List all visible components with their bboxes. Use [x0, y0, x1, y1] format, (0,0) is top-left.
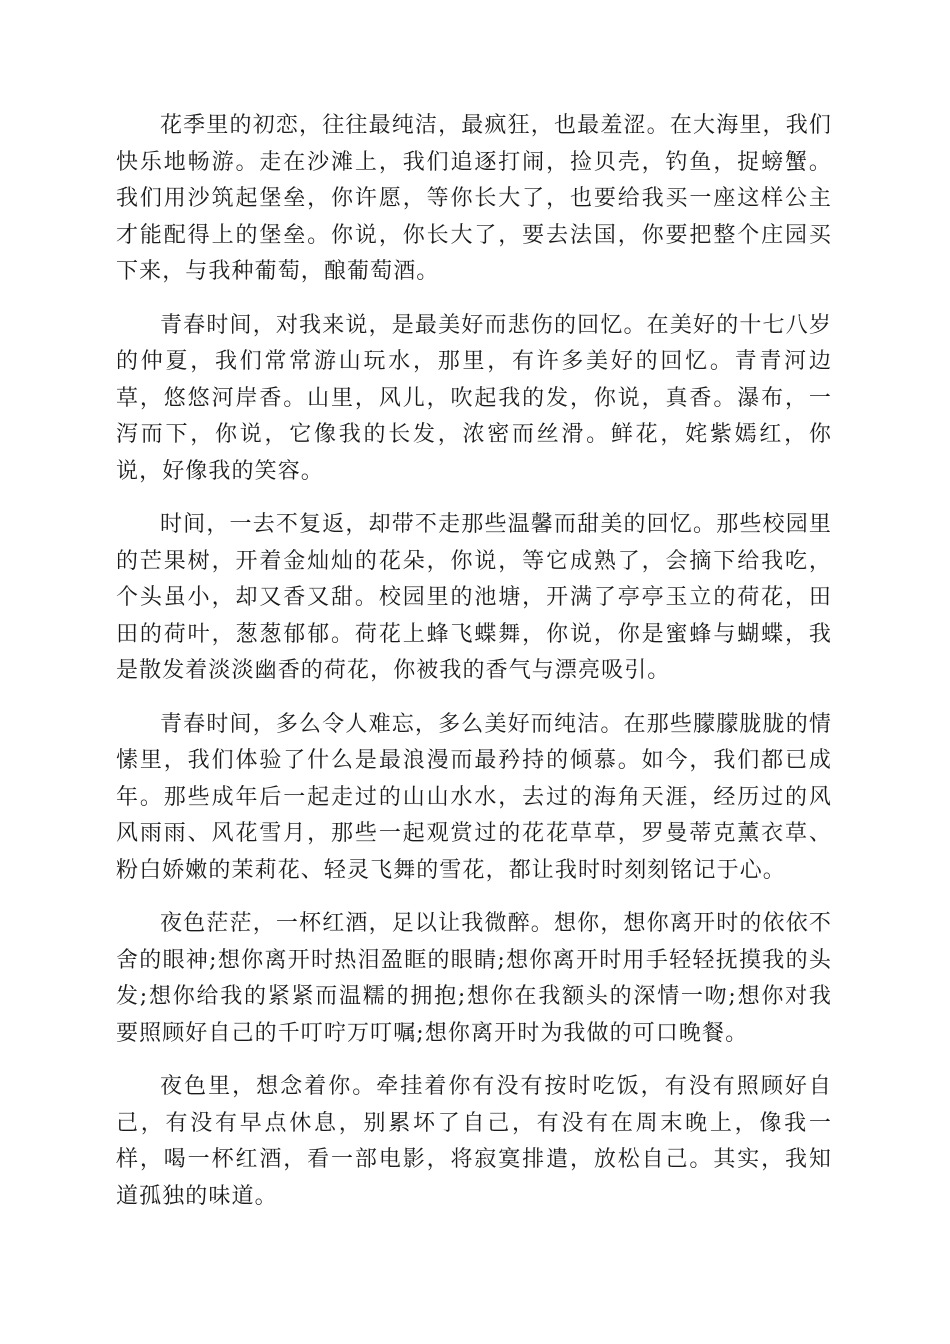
paragraph-first-love: 花季里的初恋，往往最纯洁，最疯狂，也最羞涩。在大海里，我们快乐地畅游。走在沙滩上，我们追逐打闹，捡贝壳，钓鱼，捉螃蟹。我们用沙筑起堡垒，你许愿，等你长大了，也要给我买一座这样公主才能配得上的堡垒。你说，你长大了，要去法国，你要把整个庄园买下来，与我种葡萄，酿葡萄酒。: [116, 113, 832, 284]
paragraph-adulthood: 青春时间，多么令人难忘，多么美好而纯洁。在那些朦朦胧胧的情愫里，我们体验了什么是最浪漫而最矜持的倾慕。如今，我们都已成年。那些成年后一起走过的山山水水，去过的海角天涯，经历过的风风雨雨、风花雪月，那些一起观赏过的花花草草，罗曼蒂克薰衣草、粉白娇嫩的茉莉花、轻灵飞舞的雪花，都让我时时刻刻铭记于心。: [116, 711, 832, 883]
paragraph-youth-memories: 青春时间，对我来说，是最美好而悲伤的回忆。在美好的十七八岁的仲夏，我们常常游山玩水，那里，有许多美好的回忆。青青河边草，悠悠河岸香。山里，风儿，吹起我的发，你说，真香。瀑布，一泻而下，你说，它像我的长发，浓密而丝滑。鲜花，姹紫嫣红，你说，好像我的笑容。: [116, 312, 832, 484]
paragraph-campus-memories: 时间，一去不复返，却带不走那些温馨而甜美的回忆。那些校园里的芒果树，开着金灿灿的花朵，你说，等它成熟了，会摘下给我吃，个头虽小，却又香又甜。校园里的池塘，开满了亭亭玉立的荷花，田田的荷叶，葱葱郁郁。荷花上蜂飞蝶舞，你说，你是蜜蜂与蝴蝶，我是散发着淡淡幽香的荷花，你被我的香气与漂亮吸引。: [116, 512, 832, 683]
document-body: [116, 108, 832, 1232]
paragraph-missing-you: 夜色里，想念着你。牵挂着你有没有按时吃饭，有没有照顾好自己，有没有早点休息，别累坏了自己，有没有在周末晚上，像我一样，喝一杯红酒，看一部电影，将寂寞排遣，放松自己。其实，我知道孤独的味道。: [116, 1074, 832, 1209]
paragraph-night-wine: 夜色茫茫，一杯红酒，足以让我微醉。想你，想你离开时的依依不舍的眼神;想你离开时热泪盈眶的眼睛;想你离开时用手轻轻抚摸我的头发;想你给我的紧紧而温糯的拥抱;想你在我额头的深情一吻;想你对我要照顾好自己的千叮咛万叮嘱;想你离开时为我做的可口晚餐。: [116, 911, 832, 1046]
